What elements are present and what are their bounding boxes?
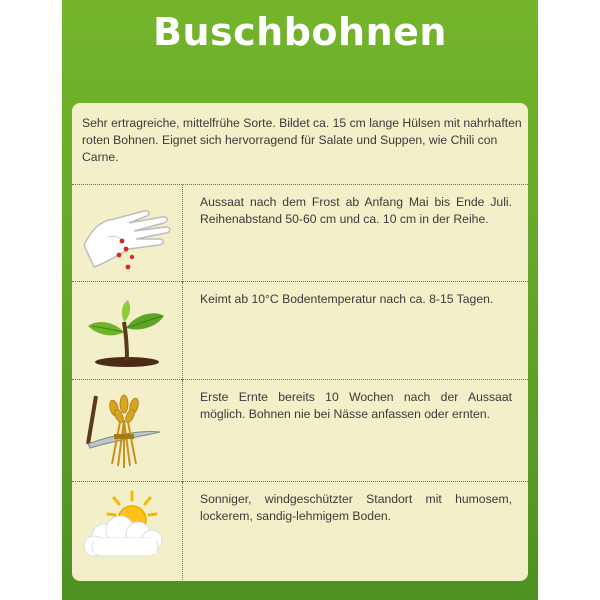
row-divider [182, 482, 183, 581]
intro-text: Sehr ertragreiche, mittelfrühe Sorte. Bildet ca. 15 cm lange Hülsen mit nahrhaften roten Bohnen. Eignet sich hervorragend für Salate und Suppen, wie Chili con Carne. [82, 116, 522, 164]
info-row-germination [72, 281, 528, 380]
sun-cloud-icon [74, 482, 180, 581]
harvest-icon [74, 380, 180, 482]
info-row-location [72, 481, 528, 581]
row-text: Keimt ab 10°C Bodentemperatur nach ca. 8-15 Tagen. [200, 292, 494, 306]
info-card [72, 103, 528, 581]
page-title: Buschbohnen [153, 10, 447, 54]
row-text: Sonniger, windgeschützter Standort mit humosem, lockerem, sandig-lehmigem Boden. [200, 492, 512, 523]
row-text: Aussaat nach dem Frost ab Anfang Mai bis Ende Juli. Reihenabstand 50-60 cm und ca. 10 cm in der Reihe. [200, 195, 512, 226]
row-divider [182, 185, 183, 282]
seedling-icon [74, 282, 180, 380]
row-divider [182, 282, 183, 380]
info-row-sowing [72, 184, 528, 282]
row-divider [182, 380, 183, 482]
info-row-harvest [72, 379, 528, 482]
green-panel [62, 0, 538, 600]
row-text: Erste Ernte bereits 10 Wochen nach der Aussaat möglich. Bohnen nie bei Nässe anfassen oder ernten. [200, 390, 512, 421]
hand-seeds-icon [74, 185, 180, 282]
